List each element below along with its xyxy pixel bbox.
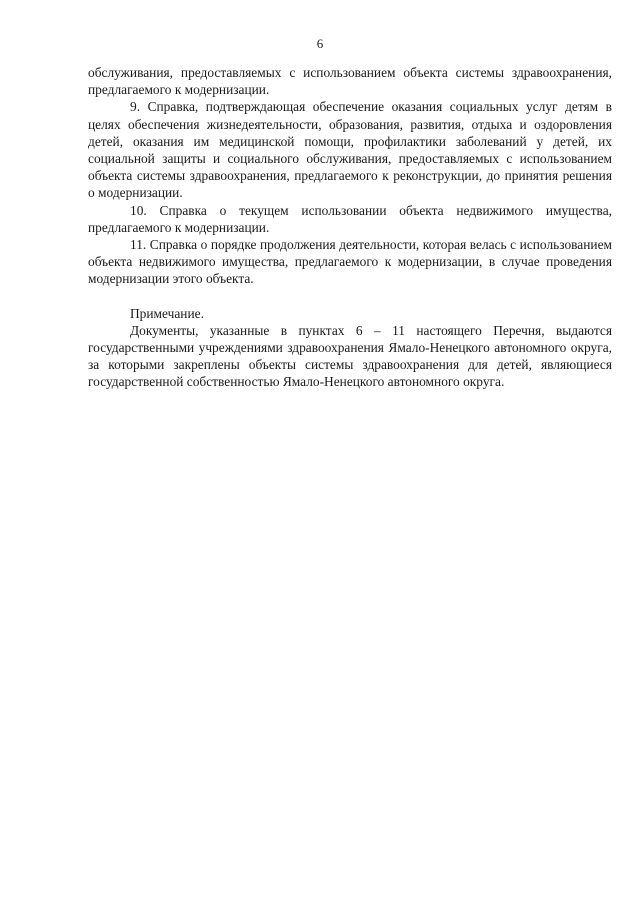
paragraph-spacer bbox=[88, 288, 612, 305]
paragraph-item-11: 11. Справка о порядке продолжения деятельности, которая велась с использованием объекта недвижимого имущества, предлагаемого к модернизации, в случае проведения модернизации этого объекта. bbox=[88, 237, 612, 287]
paragraph-item-9: 9. Справка, подтверждающая обеспечение оказания социальных услуг детям в целях обеспечения жизнедеятельности, образования, развития, отдыха и оздоровления детей, оказания им медицинской помощи, профилактики заболеваний у детей, их социальной защиты и социального обслуживания, предоставляемых с использованием объекта системы здравоохранения, предлагаемого к реконструкции, до принятия решения о модернизации. bbox=[88, 99, 612, 201]
paragraph-item-10: 10. Справка о текущем использовании объекта недвижимого имущества, предлагаемого к модернизации. bbox=[88, 202, 612, 235]
note-text: Документы, указанные в пунктах 6 – 11 настоящего Перечня, выдаются государственными учреждениями здравоохранения Ямало-Ненецкого автономного округа, за которыми закреплены объекты системы здравоохранения для детей, являющиеся государственной собственностью Ямало-Ненецкого автономного округа. bbox=[88, 322, 612, 390]
document-body bbox=[88, 64, 612, 391]
paragraph-continuation: обслуживания, предоставляемых с использованием объекта системы здравоохранения, предлагаемого к модернизации. bbox=[88, 65, 612, 98]
note-heading: Примечание. bbox=[130, 305, 204, 321]
page-number: 6 bbox=[316, 36, 324, 51]
